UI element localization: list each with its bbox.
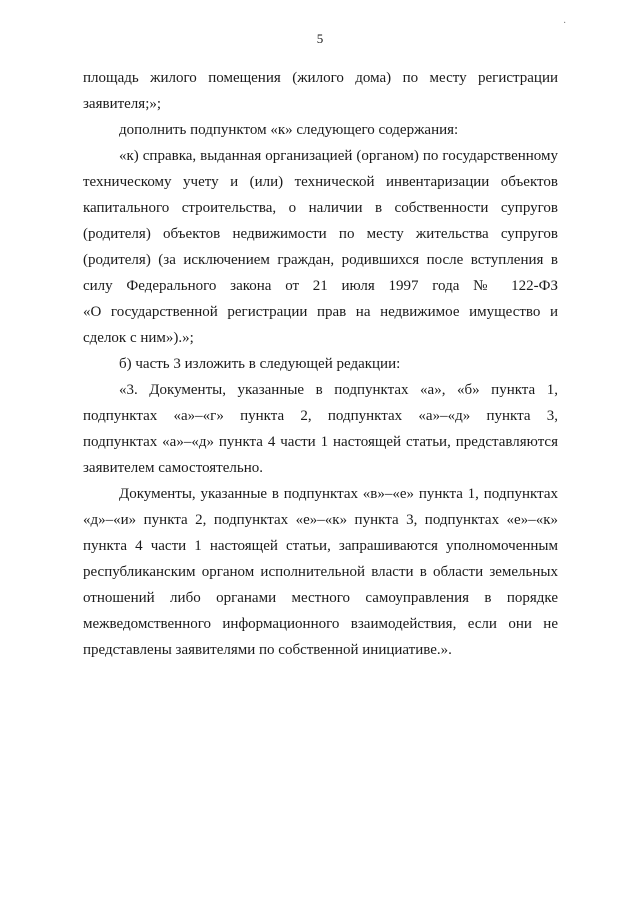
corner-mark: · bbox=[563, 18, 567, 29]
text-line: отношений либо органами местного самоуправления в порядке bbox=[83, 590, 558, 606]
text-line: заявителя;»; bbox=[83, 96, 162, 112]
text-line: дополнить подпунктом «к» следующего содержания: bbox=[119, 122, 459, 138]
text-line: «О государственной регистрации прав на недвижимое имущество и bbox=[83, 304, 558, 320]
text-line: межведомственного информационного взаимодействия, если они не bbox=[83, 616, 558, 632]
text-line: (родителя) объектов недвижимости по месту жительства супругов bbox=[83, 226, 558, 242]
page-number: 5 bbox=[316, 31, 324, 46]
text-line: (родителя) (за исключением граждан, родившихся после вступления в bbox=[83, 252, 558, 268]
text-line: подпунктах «а»–«д» пункта 4 части 1 настоящей статьи, представляются bbox=[83, 434, 558, 450]
text-line: сделок с ним»).»; bbox=[83, 330, 194, 346]
document-body bbox=[83, 65, 558, 663]
text-line: силу Федерального закона от 21 июля 1997 года № 122-ФЗ bbox=[83, 278, 558, 294]
text-line: пункта 4 части 1 настоящей статьи, запрашиваются уполномоченным bbox=[83, 538, 558, 554]
text-line: заявителем самостоятельно. bbox=[83, 460, 263, 476]
text-line: «к) справка, выданная организацией (органом) по государственному bbox=[119, 148, 558, 164]
text-line: республиканским органом исполнительной власти в области земельных bbox=[83, 564, 558, 580]
text-line: «д»–«и» пункта 2, подпунктах «е»–«к» пункта 3, подпунктах «е»–«к» bbox=[83, 512, 558, 528]
text-line: б) часть 3 изложить в следующей редакции: bbox=[119, 356, 401, 372]
text-line: представлены заявителями по собственной инициативе.». bbox=[83, 642, 452, 658]
text-line: Документы, указанные в подпунктах «в»–«е» пункта 1, подпунктах bbox=[119, 486, 558, 502]
text-line: подпунктах «а»–«г» пункта 2, подпунктах «а»–«д» пункта 3, bbox=[83, 408, 558, 424]
text-line: капитального строительства, о наличии в собственности супругов bbox=[83, 200, 558, 216]
text-line: техническому учету и (или) технической инвентаризации объектов bbox=[83, 174, 558, 190]
text-line: «3. Документы, указанные в подпунктах «а», «б» пункта 1, bbox=[119, 382, 558, 398]
text-line: площадь жилого помещения (жилого дома) по месту регистрации bbox=[83, 70, 558, 86]
